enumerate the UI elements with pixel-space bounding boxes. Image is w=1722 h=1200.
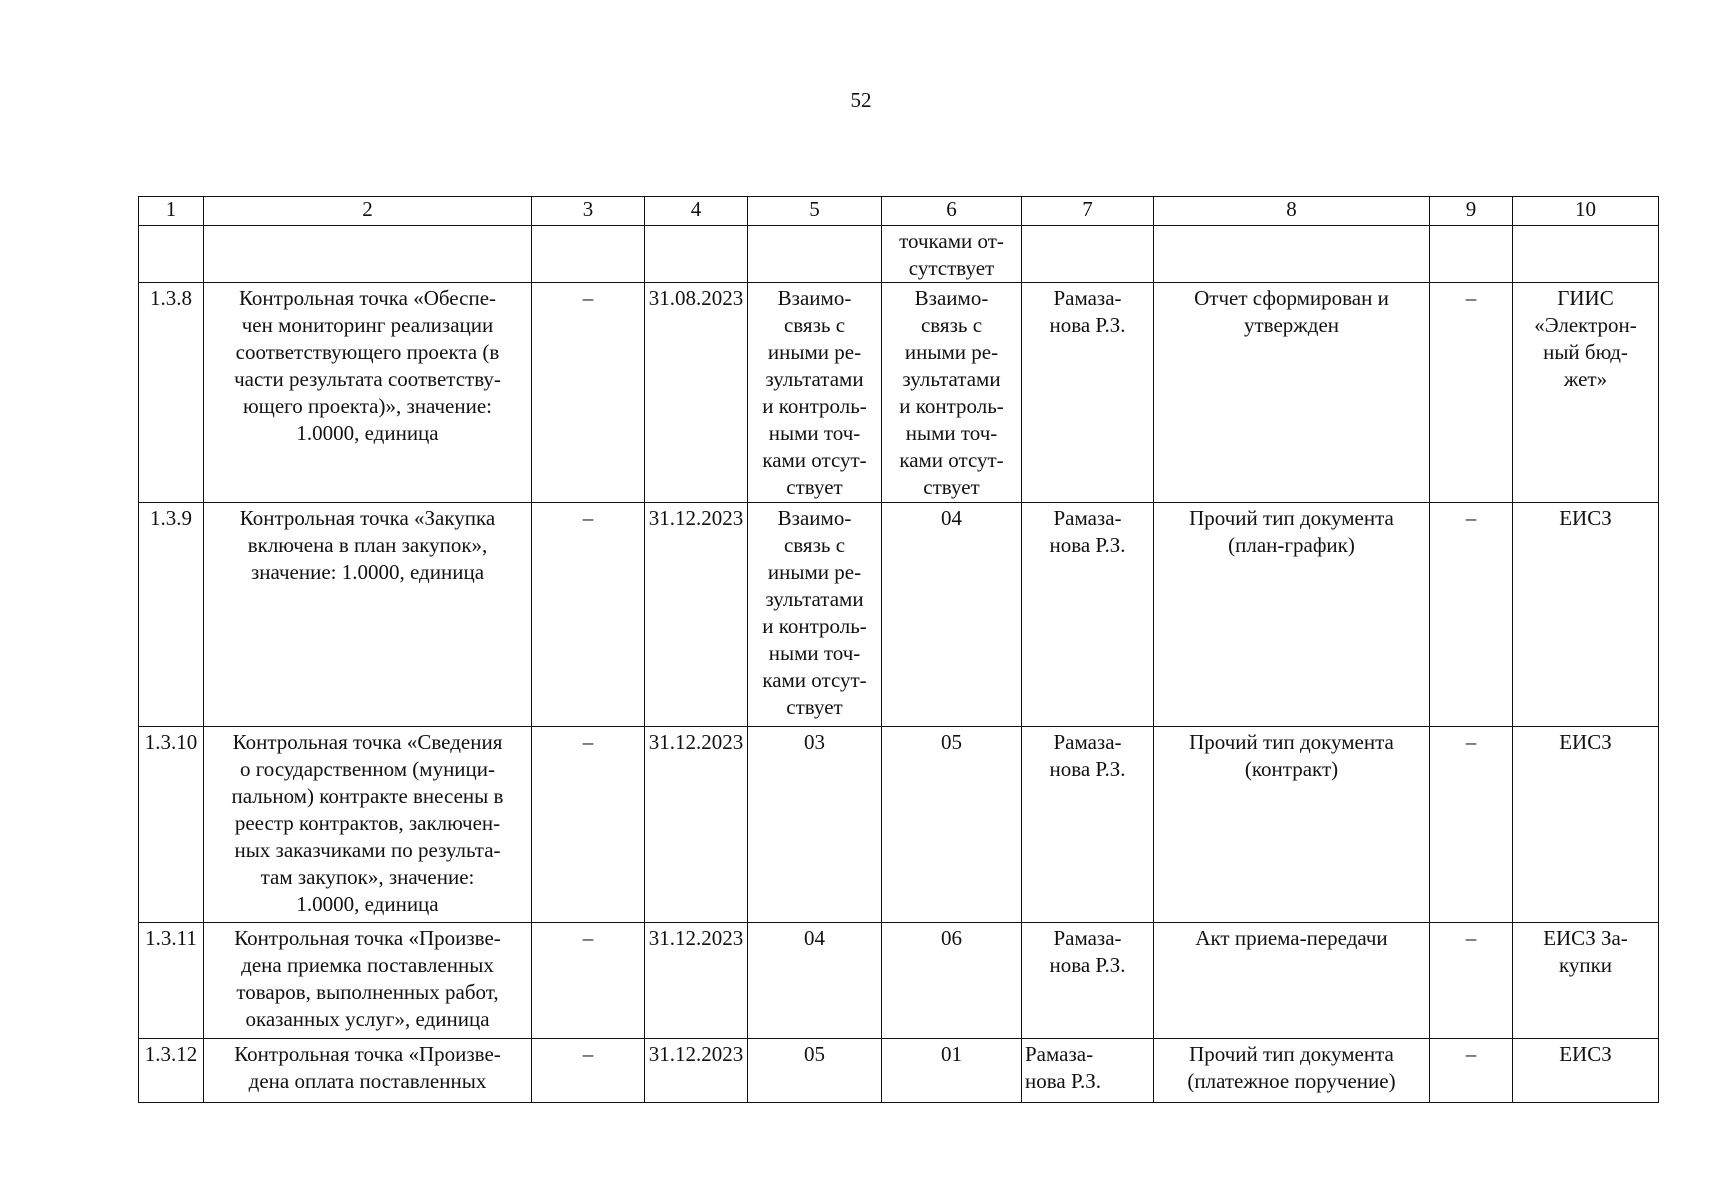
cell-line: там закупок», значение: [260, 865, 475, 889]
col6-cell [882, 923, 1022, 1039]
cell-line: включена в план закупок», [247, 533, 488, 557]
description-cell [204, 283, 532, 503]
cell-line: дена приемка поставленных [241, 953, 494, 977]
system-cell [1513, 923, 1659, 1039]
cell-line: 01 [941, 1042, 962, 1066]
column-header-10: 10 [1513, 197, 1659, 226]
cell-line: сутствует [908, 256, 995, 280]
document-type-cell [1154, 503, 1430, 727]
cell-line: ствует [786, 475, 843, 499]
cell-line: Контрольная точка «Произве- [234, 1042, 501, 1066]
cell-line: связь с [783, 313, 846, 337]
description-cell [204, 727, 532, 923]
table-row [139, 727, 1659, 923]
col9-cell [1430, 923, 1513, 1039]
document-type-cell [1154, 283, 1430, 503]
col5-cell [748, 226, 882, 283]
system-cell [1513, 503, 1659, 727]
cell-line: – [1465, 506, 1477, 530]
table-row [139, 923, 1659, 1039]
cell-line: – [582, 1042, 594, 1066]
cell-line: значение: 1.0000, единица [250, 560, 485, 584]
cell-line: Контрольная точка «Сведения [232, 730, 503, 754]
cell-line: Контрольная точка «Произве- [234, 926, 501, 950]
cell-line: нова Р.З. [1049, 313, 1126, 337]
cell-line: Рамаза- [1053, 506, 1122, 530]
description-cell [204, 923, 532, 1039]
cell-line: 1.3.9 [150, 506, 192, 530]
cell-line: 31.12.2023 [648, 926, 744, 950]
cell-line: иными ре- [904, 340, 999, 364]
cell-line: ными точ- [768, 421, 861, 445]
cell-line: – [582, 286, 594, 310]
cell-line: 31.12.2023 [648, 506, 744, 530]
col9-cell [1430, 727, 1513, 923]
cell-line: точками от- [899, 229, 1004, 253]
cell-line: ками отсут- [762, 668, 867, 692]
cell-line: 1.3.12 [144, 1042, 198, 1066]
cell-line: товаров, выполненных работ, [236, 980, 499, 1004]
cell-line: и контроль- [762, 614, 867, 638]
cell-line: ками отсут- [899, 448, 1004, 472]
cell-line: Взаимо- [777, 506, 852, 530]
col3-cell [532, 923, 645, 1039]
cell-line: 1.3.10 [144, 730, 198, 754]
cell-line: ными точ- [905, 421, 998, 445]
cell-line: Контрольная точка «Закупка [239, 506, 496, 530]
cell-line: 05 [804, 1042, 825, 1066]
column-header-4: 4 [645, 197, 748, 226]
cell-line: связь с [783, 533, 846, 557]
cell-line: – [582, 730, 594, 754]
row-number-cell [139, 923, 204, 1039]
col9-cell [1430, 226, 1513, 283]
cell-line: Рамаза- [1053, 926, 1122, 950]
cell-line: 31.12.2023 [648, 1042, 744, 1066]
cell-line: утвержден [1243, 313, 1340, 337]
cell-line: Отчет сформирован и [1194, 286, 1389, 310]
table-row [139, 283, 1659, 503]
date-cell [645, 1039, 748, 1103]
cell-line: ющего проекта)», значение: [242, 394, 493, 418]
cell-line: Прочий тип документа [1189, 506, 1394, 530]
cell-line: зультатами [765, 367, 864, 391]
cell-line: 1.0000, единица [296, 892, 439, 916]
document-type-cell [1154, 727, 1430, 923]
cell-line: нова Р.З. [1049, 533, 1126, 557]
system-cell [1513, 226, 1659, 283]
col9-cell [1430, 283, 1513, 503]
document-type-cell [1154, 923, 1430, 1039]
cell-line: купки [1558, 953, 1613, 977]
cell-line: ЕИСЗ [1559, 506, 1612, 530]
responsible-cell [1022, 923, 1154, 1039]
date-cell [645, 727, 748, 923]
cell-line: (платежное поручение) [1187, 1069, 1396, 1093]
cell-line: – [1465, 1042, 1477, 1066]
cell-line: 31.08.2023 [648, 286, 744, 310]
cell-line: «Электрон- [1534, 313, 1637, 337]
system-cell [1513, 283, 1659, 503]
description-cell [204, 503, 532, 727]
column-header-9: 9 [1430, 197, 1513, 226]
cell-line: Акт приема-передачи [1195, 926, 1388, 950]
cell-line: Взаимо- [914, 286, 989, 310]
responsible-cell [1022, 226, 1154, 283]
cell-line: ЕИСЗ За- [1543, 926, 1628, 950]
cell-line: реестр контрактов, заключен- [234, 811, 501, 835]
cell-line: Прочий тип документа [1189, 730, 1394, 754]
cell-line: (контракт) [1244, 757, 1339, 781]
cell-line: жет» [1563, 367, 1608, 391]
row-number-cell [139, 283, 204, 503]
column-header-7: 7 [1022, 197, 1154, 226]
responsible-cell [1022, 283, 1154, 503]
cell-line: чен мониторинг реализации [241, 313, 494, 337]
col9-cell [1430, 1039, 1513, 1103]
cell-line: 05 [941, 730, 962, 754]
cell-line: – [582, 926, 594, 950]
col5-cell [748, 1039, 882, 1103]
cell-line: ГИИС [1557, 286, 1614, 310]
col6-cell [882, 226, 1022, 283]
row-number-cell [139, 1039, 204, 1103]
row-number-cell [139, 503, 204, 727]
description-cell [204, 1039, 532, 1103]
cell-line: 1.3.11 [145, 926, 197, 950]
col6-cell [882, 1039, 1022, 1103]
cell-line: соответствующего проекта (в [235, 340, 500, 364]
cell-line: – [1465, 730, 1477, 754]
cell-line: 04 [804, 926, 825, 950]
column-header-5: 5 [748, 197, 882, 226]
cell-line: 04 [941, 506, 962, 530]
date-cell [645, 503, 748, 727]
col3-cell [532, 503, 645, 727]
system-cell [1513, 727, 1659, 923]
cell-line: (план-график) [1228, 533, 1355, 557]
cell-line: 06 [941, 926, 962, 950]
document-type-cell [1154, 1039, 1430, 1103]
col5-cell [748, 727, 882, 923]
cell-line: Контрольная точка «Обеспе- [238, 286, 497, 310]
cell-line: и контроль- [762, 394, 867, 418]
cell-line: иными ре- [767, 340, 862, 364]
cell-line: иными ре- [767, 560, 862, 584]
cell-line: ЕИСЗ [1559, 1042, 1612, 1066]
table-row [139, 503, 1659, 727]
table-row [139, 226, 1659, 283]
col3-cell [532, 283, 645, 503]
cell-line: 1.3.8 [150, 286, 192, 310]
responsible-cell [1022, 1039, 1154, 1103]
cell-line: Прочий тип документа [1189, 1042, 1394, 1066]
system-cell [1513, 1039, 1659, 1103]
col3-cell [532, 226, 645, 283]
col6-cell [882, 727, 1022, 923]
cell-line: Взаимо- [777, 286, 852, 310]
cell-line: – [1465, 286, 1477, 310]
col5-cell [748, 923, 882, 1039]
cell-line: ными точ- [768, 641, 861, 665]
cell-line: – [582, 506, 594, 530]
date-cell [645, 923, 748, 1039]
document-type-cell [1154, 226, 1430, 283]
cell-line: Рамаза- [1025, 1042, 1094, 1066]
cell-line: 1.0000, единица [296, 421, 439, 445]
column-header-6: 6 [882, 197, 1022, 226]
row-number-cell [139, 226, 204, 283]
cell-line: ЕИСЗ [1559, 730, 1612, 754]
column-header-8: 8 [1154, 197, 1430, 226]
cell-line: Рамаза- [1053, 286, 1122, 310]
col3-cell [532, 727, 645, 923]
description-cell [204, 226, 532, 283]
cell-line: нова Р.З. [1049, 757, 1126, 781]
cell-line: дена оплата поставленных [248, 1069, 487, 1093]
cell-line: ных заказчиками по результа- [234, 838, 501, 862]
table-row [139, 1039, 1659, 1103]
col3-cell [532, 1039, 645, 1103]
col9-cell [1430, 503, 1513, 727]
column-header-1: 1 [139, 197, 204, 226]
date-cell [645, 226, 748, 283]
cell-line: ный бюд- [1543, 340, 1628, 364]
cell-line: пальном) контракте внесены в [231, 784, 504, 808]
page-number: 52 [850, 88, 872, 112]
cell-line: – [1465, 926, 1477, 950]
col5-cell [748, 503, 882, 727]
cell-line: нова Р.З. [1025, 1069, 1102, 1093]
cell-line: связь с [920, 313, 983, 337]
cell-line: Рамаза- [1053, 730, 1122, 754]
control-points-table [138, 196, 1659, 1103]
responsible-cell [1022, 727, 1154, 923]
date-cell [645, 283, 748, 503]
cell-line: и контроль- [899, 394, 1004, 418]
column-header-3: 3 [532, 197, 645, 226]
cell-line: зультатами [902, 367, 1001, 391]
cell-line: ствует [786, 695, 843, 719]
cell-line: ками отсут- [762, 448, 867, 472]
col5-cell [748, 283, 882, 503]
col6-cell [882, 283, 1022, 503]
column-header-2: 2 [204, 197, 532, 226]
cell-line: зультатами [765, 587, 864, 611]
cell-line: о государственном (муници- [239, 757, 496, 781]
cell-line: ствует [923, 475, 980, 499]
col6-cell [882, 503, 1022, 727]
row-number-cell [139, 727, 204, 923]
responsible-cell [1022, 503, 1154, 727]
header-row [139, 197, 1659, 226]
cell-line: оказанных услуг», единица [245, 1007, 490, 1031]
cell-line: нова Р.З. [1049, 953, 1126, 977]
cell-line: части результата соответству- [234, 367, 501, 391]
cell-line: 03 [804, 730, 825, 754]
cell-line: 31.12.2023 [648, 730, 744, 754]
